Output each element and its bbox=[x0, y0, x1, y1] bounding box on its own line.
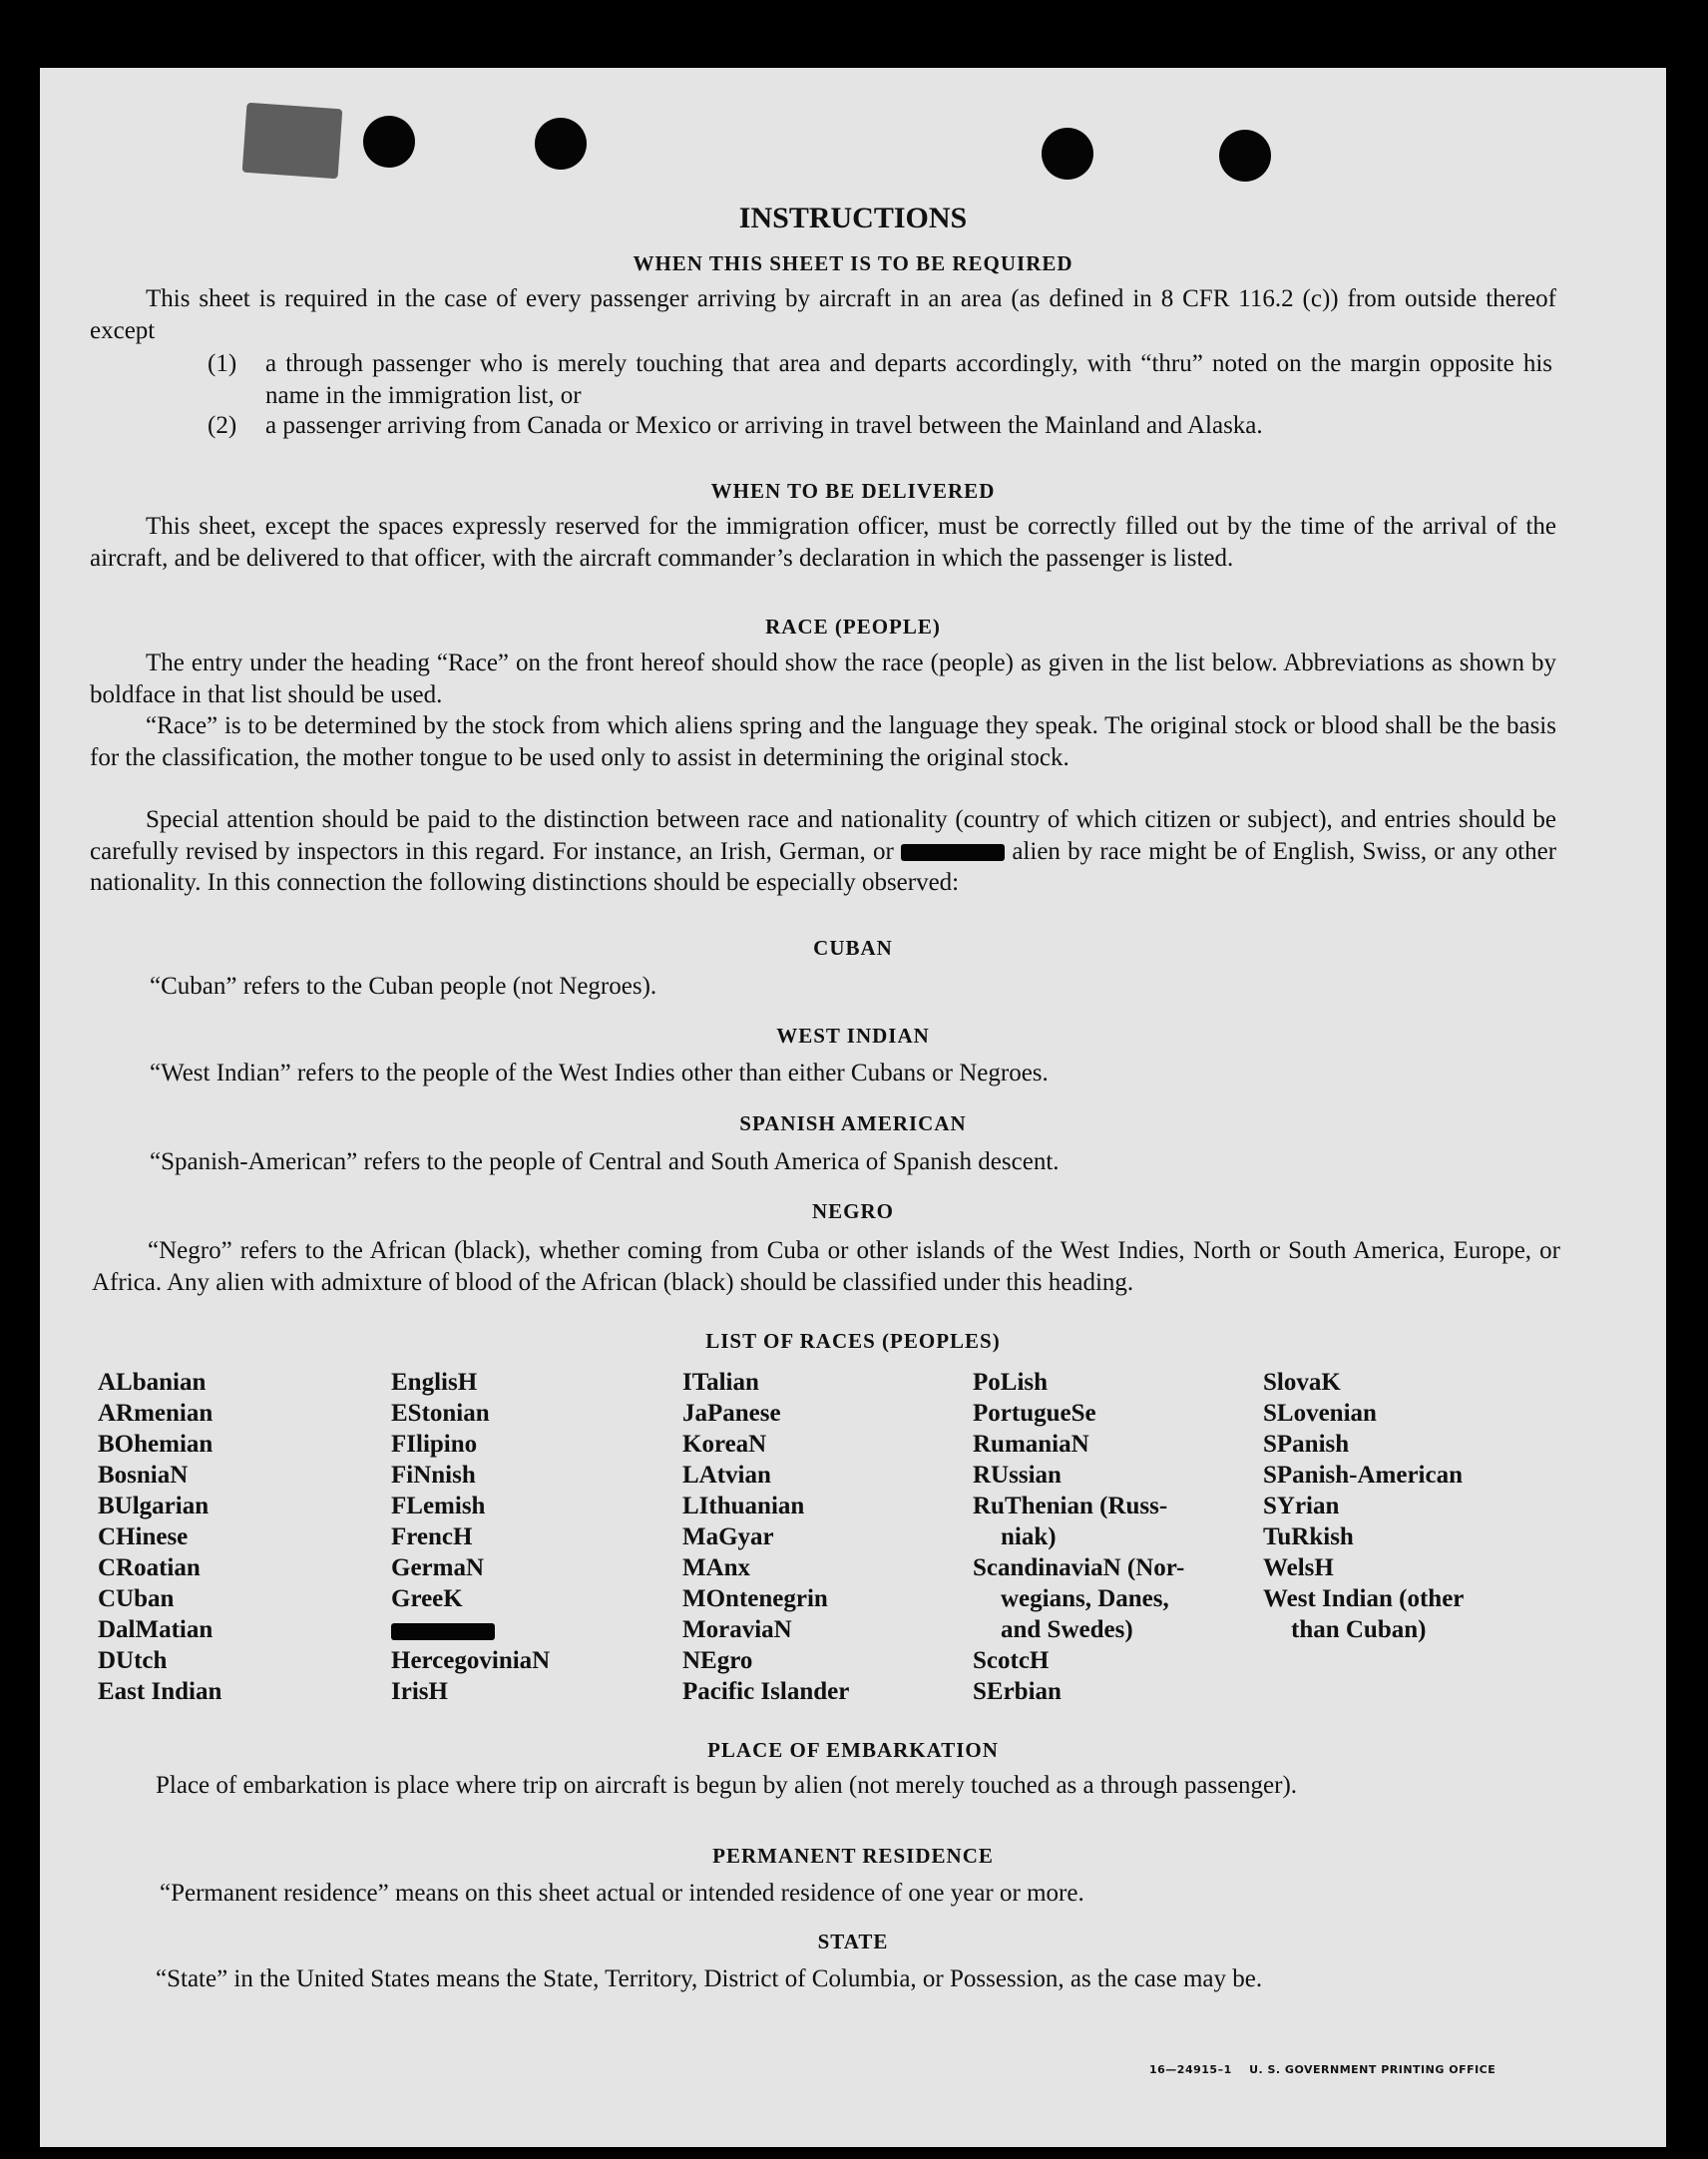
race-column-4 bbox=[973, 1367, 1184, 1707]
exception-item-number: (1) bbox=[208, 350, 237, 377]
heading-race: RACE (PEOPLE) bbox=[765, 615, 941, 639]
punch-hole bbox=[1042, 128, 1093, 180]
race-paragraph-3-end: alien by race might be of English, Swiss, or any other nationality. In this connection the following distinctions should be especially observed: bbox=[90, 837, 1557, 896]
race-paragraph-3-start: Special attention should be paid to the distinction between race and nationality (country of which citizen or subject), and entries should be carefully revised by inspectors in this regard. For instance, an Irish, German, or bbox=[90, 806, 1556, 865]
redaction-bar bbox=[901, 844, 1005, 861]
punch-hole bbox=[535, 118, 587, 170]
race-item: ALbanian bbox=[98, 1369, 207, 1396]
heading-spanish-american: SPANISH AMERICAN bbox=[739, 1111, 967, 1135]
race-item: CHinese bbox=[98, 1523, 189, 1550]
race-item: FiNnish bbox=[391, 1462, 476, 1489]
footer-print-code bbox=[1149, 2063, 1495, 2076]
negro-text: “Negro” refers to the African (black), whether coming from Cuba or other islands of the West Indies, North or South America, Europe, or Africa. Any alien with admixture of blood of the African (black) should be classified under this heading. bbox=[92, 1237, 1560, 1296]
race-item-redacted bbox=[391, 1614, 550, 1645]
exception-item-1 bbox=[208, 348, 1552, 411]
race-item: HercegoviniaN bbox=[391, 1647, 551, 1674]
race-item: JaPanese bbox=[682, 1400, 781, 1427]
race-item: ScotcH bbox=[973, 1647, 1050, 1674]
race-item: BosniaN bbox=[98, 1462, 189, 1489]
race-item: KoreaN bbox=[682, 1431, 767, 1458]
race-item: SErbian bbox=[973, 1678, 1062, 1705]
race-item: CUban bbox=[98, 1585, 175, 1612]
redaction-bar bbox=[391, 1623, 495, 1640]
race-item: than Cuban) bbox=[1291, 1616, 1427, 1643]
exception-item-2 bbox=[208, 410, 1552, 442]
race-item: LAtvian bbox=[682, 1462, 771, 1489]
heading-when-required: WHEN THIS SHEET IS TO BE REQUIRED bbox=[633, 251, 1073, 275]
heading-list-of-races: LIST OF RACES (PEOPLES) bbox=[705, 1329, 1001, 1353]
west-indian-text: “West Indian” refers to the people of the West Indies other than either Cubans or Negroes. bbox=[150, 1060, 1049, 1086]
race-item: SPanish bbox=[1263, 1431, 1350, 1458]
heading-permanent-residence: PERMANENT RESIDENCE bbox=[712, 1844, 994, 1868]
race-item: niak) bbox=[1001, 1523, 1057, 1550]
race-item: DUtch bbox=[98, 1647, 168, 1674]
race-item: EStonian bbox=[391, 1400, 490, 1427]
punch-hole bbox=[363, 116, 415, 168]
race-item: wegians, Danes, bbox=[1001, 1585, 1169, 1612]
race-paragraph-3 bbox=[90, 804, 1556, 899]
race-item: MOntenegrin bbox=[682, 1585, 828, 1612]
place-of-embarkation-text: Place of embarkation is place where trip on aircraft is begun by alien (not merely touched as a through passenger). bbox=[156, 1772, 1298, 1799]
race-column-1 bbox=[98, 1367, 221, 1707]
race-item: GermaN bbox=[391, 1554, 485, 1581]
race-item: MAnx bbox=[682, 1554, 751, 1581]
race-item: EnglisH bbox=[391, 1369, 478, 1396]
race-item: and Swedes) bbox=[1001, 1616, 1133, 1643]
race-paragraph-2: “Race” is to be determined by the stock from which aliens spring and the language they speak. The original stock or blood shall be the basis for the classification, the mother tongue to be used only to assist in determining the original stock. bbox=[90, 712, 1556, 771]
race-item: SYrian bbox=[1263, 1493, 1340, 1519]
heading-state: STATE bbox=[817, 1930, 889, 1953]
race-paragraph-1: The entry under the heading “Race” on the front hereof should show the race (people) as given in the list below. Abbreviations as shown by boldface in that list should be used. bbox=[90, 649, 1556, 708]
cuban-text: “Cuban” refers to the Cuban people (not Negroes). bbox=[150, 973, 657, 1000]
race-item: GreeK bbox=[391, 1585, 463, 1612]
printer-name: U. S. GOVERNMENT PRINTING OFFICE bbox=[1249, 2063, 1496, 2076]
permanent-residence-text: “Permanent residence” means on this sheet actual or intended residence of one year or more. bbox=[160, 1880, 1084, 1907]
heading-place-of-embarkation: PLACE OF EMBARKATION bbox=[707, 1738, 999, 1762]
race-item: MaGyar bbox=[682, 1523, 774, 1550]
race-column-5 bbox=[1263, 1367, 1464, 1645]
race-item: West Indian (other bbox=[1263, 1585, 1465, 1612]
exception-item-number: (2) bbox=[208, 412, 237, 439]
race-item: FIlipino bbox=[391, 1431, 478, 1458]
heading-when-delivered: WHEN TO BE DELIVERED bbox=[710, 479, 996, 503]
race-item: RuThenian (Russ- bbox=[973, 1493, 1168, 1519]
race-item: RUssian bbox=[973, 1462, 1062, 1489]
race-item: PortugueSe bbox=[973, 1400, 1096, 1427]
race-item: BOhemian bbox=[98, 1431, 214, 1458]
race-item: NEgro bbox=[682, 1647, 753, 1674]
race-item: ARmenian bbox=[98, 1400, 214, 1427]
race-item: TuRkish bbox=[1263, 1523, 1354, 1550]
race-column-2 bbox=[391, 1367, 550, 1707]
race-item: SPanish-American bbox=[1263, 1462, 1463, 1489]
race-item: Pacific Islander bbox=[682, 1678, 850, 1705]
race-item: ScandinaviaN (Nor- bbox=[973, 1554, 1185, 1581]
heading-west-indian: WEST INDIAN bbox=[776, 1024, 930, 1048]
race-item: SlovaK bbox=[1263, 1369, 1341, 1396]
spanish-american-text: “Spanish-American” refers to the people of Central and South America of Spanish descent. bbox=[150, 1148, 1060, 1175]
race-item: RumaniaN bbox=[973, 1431, 1089, 1458]
exception-item-text: a passenger arriving from Canada or Mexico or arriving in travel between the Mainland and Alaska. bbox=[265, 412, 1263, 439]
form-code: 16—24915–1 bbox=[1149, 2063, 1232, 2076]
race-item: DalMatian bbox=[98, 1616, 214, 1643]
race-item: CRoatian bbox=[98, 1554, 201, 1581]
race-item: FrencH bbox=[391, 1523, 473, 1550]
race-column-3 bbox=[682, 1367, 849, 1707]
document-page bbox=[40, 68, 1666, 2147]
page-title: INSTRUCTIONS bbox=[738, 202, 968, 234]
race-item: PoLish bbox=[973, 1369, 1049, 1396]
race-item: ITalian bbox=[682, 1369, 759, 1396]
race-item: LIthuanian bbox=[682, 1493, 805, 1519]
state-text: “State” in the United States means the State, Territory, District of Columbia, or Possession, as the case may be. bbox=[156, 1965, 1263, 1992]
exception-item-text: a through passenger who is merely touching that area and departs accordingly, with “thru” noted on the margin opposite his name in the immigration list, or bbox=[265, 350, 1552, 409]
race-item: WelsH bbox=[1263, 1554, 1334, 1581]
when-required-intro: This sheet is required in the case of every passenger arriving by aircraft in an area (as defined in 8 CFR 116.2 (c)) from outside thereof except bbox=[90, 285, 1556, 344]
race-item: East Indian bbox=[98, 1678, 222, 1705]
race-item: BUlgarian bbox=[98, 1493, 210, 1519]
tape-mark bbox=[242, 103, 343, 180]
heading-negro: NEGRO bbox=[811, 1199, 894, 1223]
race-item: MoraviaN bbox=[682, 1616, 792, 1643]
heading-cuban: CUBAN bbox=[813, 936, 893, 960]
punch-hole bbox=[1219, 130, 1271, 182]
when-delivered-text: This sheet, except the spaces expressly reserved for the immigration officer, must be correctly filled out by the time of the arrival of the aircraft, and be delivered to that officer, with the aircraft commander’s declaration in which the passenger is listed. bbox=[90, 513, 1556, 572]
race-item: FLemish bbox=[391, 1493, 486, 1519]
race-item: IrisH bbox=[391, 1678, 448, 1705]
race-item: SLovenian bbox=[1263, 1400, 1377, 1427]
